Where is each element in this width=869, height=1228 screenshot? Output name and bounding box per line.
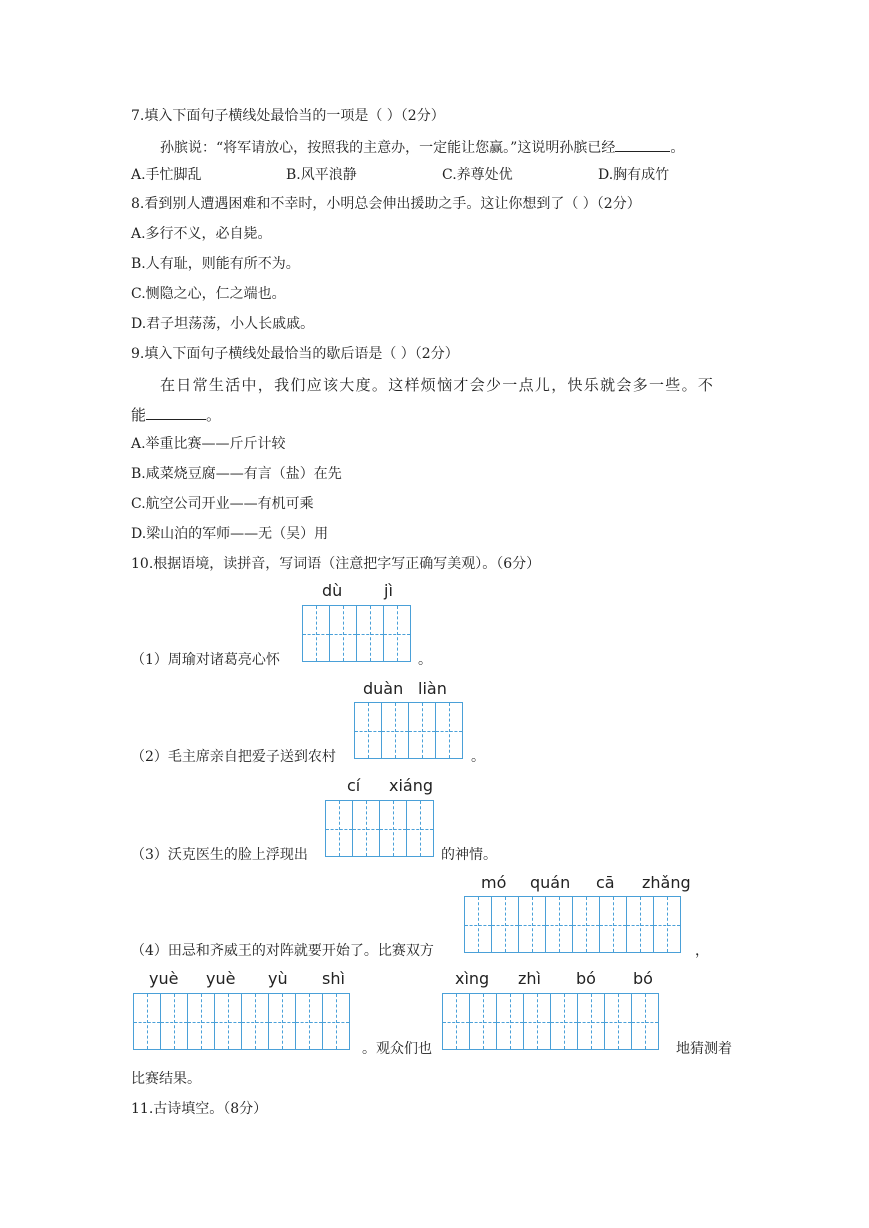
writing-cell[interactable] xyxy=(133,993,161,1050)
s4-end: ， xyxy=(695,943,709,959)
writing-cell[interactable] xyxy=(406,800,434,857)
writing-cell[interactable] xyxy=(295,993,323,1050)
s1-end: 。 xyxy=(418,652,432,668)
q9-option-a[interactable]: A.举重比赛——斤斤计较 xyxy=(131,436,286,452)
s5-pinyin-b-4: bó xyxy=(633,969,653,988)
writing-cell[interactable] xyxy=(545,896,573,953)
s1-pinyin-1: dù xyxy=(322,581,343,600)
q9-answer-blank[interactable] xyxy=(146,405,206,420)
s5-pinyin-a-2: yuè xyxy=(206,969,236,988)
writing-cell[interactable] xyxy=(442,993,470,1050)
writing-cell[interactable] xyxy=(160,993,188,1050)
writing-cell[interactable] xyxy=(464,896,492,953)
writing-cell[interactable] xyxy=(329,605,357,662)
q9-option-c[interactable]: C.航空公司开业——有机可乘 xyxy=(131,496,314,512)
q7-option-b[interactable]: B.风平浪静 xyxy=(286,167,357,183)
writing-cell[interactable] xyxy=(469,993,497,1050)
q8-option-d[interactable]: D.君子坦荡荡，小人长戚戚。 xyxy=(131,316,315,332)
s5-writing-grid-a[interactable] xyxy=(133,993,349,1050)
writing-cell[interactable] xyxy=(187,993,215,1050)
s5-end: 地猜测着 xyxy=(676,1041,732,1057)
q8-option-c[interactable]: C.恻隐之心，仁之端也。 xyxy=(131,286,286,302)
s5-writing-grid-b[interactable] xyxy=(442,993,658,1050)
writing-cell[interactable] xyxy=(408,702,436,759)
q9-option-b[interactable]: B.咸菜烧豆腐——有言（盐）在先 xyxy=(131,466,342,482)
writing-cell[interactable] xyxy=(491,896,519,953)
q9-stem: 9.填入下面句子横线处最恰当的歇后语是（ ）（2分） xyxy=(131,346,459,362)
writing-cell[interactable] xyxy=(354,702,382,759)
q7-option-c[interactable]: C.养尊处优 xyxy=(442,167,513,183)
s4-writing-grid[interactable] xyxy=(464,896,680,953)
writing-cell[interactable] xyxy=(518,896,546,953)
writing-cell[interactable] xyxy=(523,993,551,1050)
q8-option-a[interactable]: A.多行不义，必自毙。 xyxy=(131,226,272,242)
writing-cell[interactable] xyxy=(356,605,384,662)
s6-text: 比赛结果。 xyxy=(131,1071,201,1087)
writing-cell[interactable] xyxy=(550,993,578,1050)
s1-text: （1）周瑜对诸葛亮心怀 xyxy=(131,652,280,668)
writing-cell[interactable] xyxy=(268,993,296,1050)
s3-text: （3）沃克医生的脸上浮现出 xyxy=(131,847,308,863)
s5-pinyin-b-3: bó xyxy=(576,969,596,988)
q8-option-b[interactable]: B.人有耻，则能有所不为。 xyxy=(131,256,300,272)
s4-pinyin-1: mó xyxy=(481,873,507,892)
q7-sentence-text: 孙膑说：“将军请放心，按照我的主意办，一定能让您赢。”这说明孙膑已经 xyxy=(160,140,616,156)
s1-pinyin-2: jì xyxy=(384,581,393,600)
s3-pinyin-2: xiáng xyxy=(389,776,434,795)
writing-cell[interactable] xyxy=(599,896,627,953)
writing-cell[interactable] xyxy=(604,993,632,1050)
writing-cell[interactable] xyxy=(626,896,654,953)
s2-writing-grid[interactable] xyxy=(354,702,462,759)
writing-cell[interactable] xyxy=(302,605,330,662)
writing-cell[interactable] xyxy=(435,702,463,759)
s5-pinyin-a-3: yù xyxy=(268,969,288,988)
writing-cell[interactable] xyxy=(322,993,350,1050)
s3-pinyin-1: cí xyxy=(347,776,361,795)
q8-stem: 8.看到别人遭遇困难和不幸时，小明总会伸出援助之手。这让你想到了（ ）（2分） xyxy=(131,196,641,212)
s5-mid: 。观众们也 xyxy=(362,1041,432,1057)
s4-pinyin-2: quán xyxy=(530,873,571,892)
q9-line2-end: 。 xyxy=(206,406,222,424)
q7-option-d[interactable]: D.胸有成竹 xyxy=(598,167,670,183)
q7-option-a[interactable]: A.手忙脚乱 xyxy=(131,167,202,183)
writing-cell[interactable] xyxy=(577,993,605,1050)
writing-cell[interactable] xyxy=(352,800,380,857)
q11-stem: 11.古诗填空。（8分） xyxy=(131,1101,268,1117)
q7-sentence xyxy=(160,137,684,157)
q9-line2 xyxy=(131,405,221,424)
writing-cell[interactable] xyxy=(631,993,659,1050)
writing-cell[interactable] xyxy=(496,993,524,1050)
q9-line2-text: 能 xyxy=(131,406,147,424)
s2-pinyin-2: liàn xyxy=(418,679,447,698)
s5-pinyin-a-4: shì xyxy=(322,969,345,988)
s1-writing-grid[interactable] xyxy=(302,605,410,662)
s5-pinyin-b-1: xìng xyxy=(455,969,490,988)
writing-cell[interactable] xyxy=(381,702,409,759)
writing-cell[interactable] xyxy=(383,605,411,662)
s4-text: （4）田忌和齐威王的对阵就要开始了。比赛双方 xyxy=(131,943,434,959)
writing-cell[interactable] xyxy=(379,800,407,857)
writing-cell[interactable] xyxy=(653,896,681,953)
q9-line1: 在日常生活中，我们应该大度。这样烦恼才会少一点儿，快乐就会多一些。不 xyxy=(160,376,715,394)
s5-pinyin-a-1: yuè xyxy=(149,969,179,988)
s3-writing-grid[interactable] xyxy=(325,800,433,857)
writing-cell[interactable] xyxy=(572,896,600,953)
q10-stem: 10.根据语境，读拼音，写词语（注意把字写正确写美观）。（6分） xyxy=(131,556,541,572)
s2-end: 。 xyxy=(471,749,485,765)
s4-pinyin-4: zhǎng xyxy=(642,873,691,892)
q9-option-d[interactable]: D.梁山泊的军师——无（吴）用 xyxy=(131,526,329,542)
writing-cell[interactable] xyxy=(241,993,269,1050)
q7-stem: 7.填入下面句子横线处最恰当的一项是（ ）（2分） xyxy=(131,108,445,124)
q7-sentence-end: 。 xyxy=(670,140,685,156)
s4-pinyin-3: cā xyxy=(596,873,615,892)
s2-pinyin-1: duàn xyxy=(363,679,404,698)
writing-cell[interactable] xyxy=(214,993,242,1050)
q7-answer-blank[interactable] xyxy=(615,137,670,152)
s2-text: （2）毛主席亲自把爱子送到农村 xyxy=(131,749,336,765)
s5-pinyin-b-2: zhì xyxy=(518,969,541,988)
writing-cell[interactable] xyxy=(325,800,353,857)
s3-end: 的神情。 xyxy=(441,847,497,863)
